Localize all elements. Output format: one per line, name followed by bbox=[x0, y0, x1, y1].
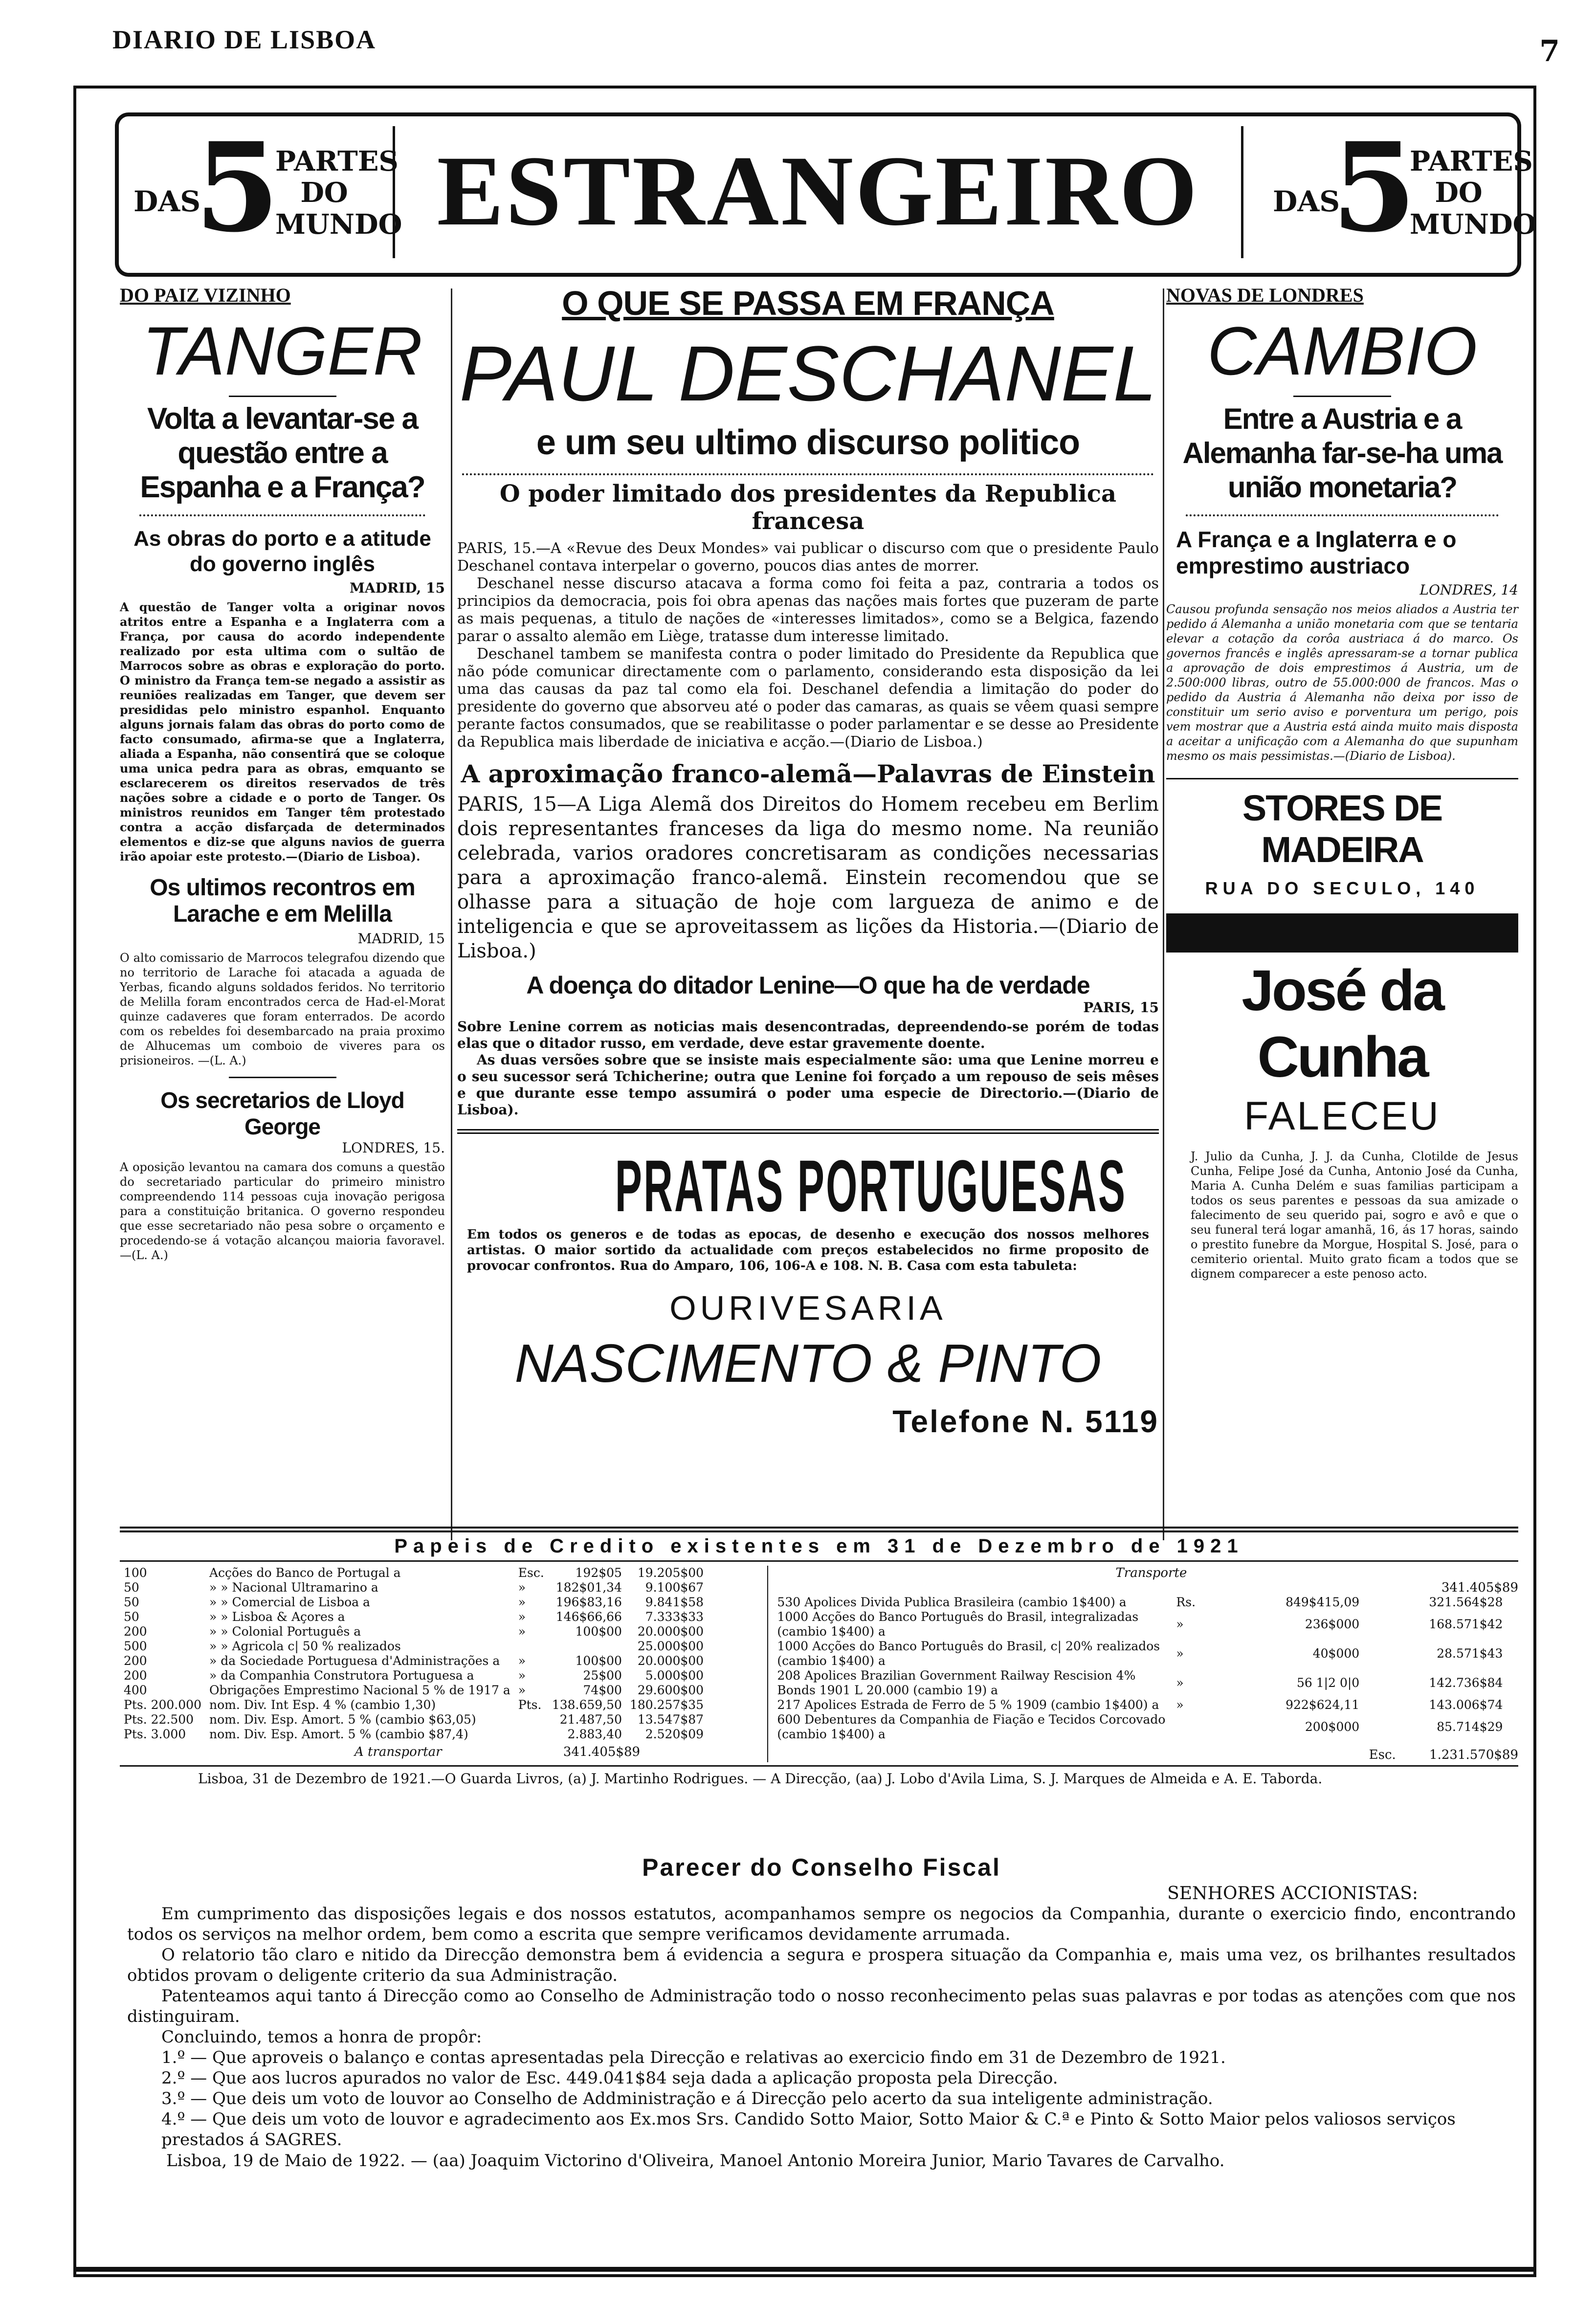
banner-das: DAS bbox=[1273, 185, 1340, 218]
finance-cell-total: 20.000$00 bbox=[637, 1654, 704, 1668]
finance-cell-price: 236$000 bbox=[1305, 1617, 1360, 1631]
finance-row bbox=[773, 1712, 1507, 1742]
finance-cell-cur bbox=[514, 1727, 548, 1742]
parecer-item: 4.º — Que deis um voto de louvor e agradecimento aos Ex.mos Srs. Candido Sotto Maior, Sotto Maior & C.ª e Pinto & Sotto Maior pelos valiosos serviços prestados á SAGRES. bbox=[161, 2109, 1456, 2150]
finance-left bbox=[120, 1566, 767, 1762]
finance-left-total-label: A transportar bbox=[355, 1745, 442, 1759]
finance-cell-total: 20.000$00 bbox=[637, 1624, 704, 1639]
finance-cell-qty: 400 bbox=[124, 1683, 147, 1697]
finance-cell-cur: » bbox=[1176, 1698, 1184, 1712]
ad-phone: Telefone N. 5119 bbox=[892, 1404, 1159, 1439]
finance-row bbox=[120, 1683, 708, 1698]
parecer-item: 2.º — Que aos lucros apurados no valor de Esc. 449.041$84 seja dada a aplicação proposta pela Direcção. bbox=[161, 2068, 1058, 2088]
banner-das: DAS bbox=[133, 185, 201, 218]
finance-right-transport: 341.405$89 bbox=[1441, 1580, 1518, 1595]
divider bbox=[457, 1129, 1159, 1134]
parecer-item: 1.º — Que aproveis o balanço e contas apresentadas pela Direcção e relativas ao exercicio findo em 31 de Dezembro de 1921. bbox=[161, 2048, 1226, 2067]
finance-cell-desc: » » Colonial Português a bbox=[209, 1624, 361, 1639]
article-body: A oposição levantou na camara dos comuns a questão do secretariado particular do primeiro ministro compreendendo 114 pessoas cuja inovação perigosa para a constituição britanica. O governo respondeu que esse secretariado não pesa sobre o orçamento e procedendo-se á votação alcançou maioria favoravel.—(L. A.) bbox=[120, 1160, 445, 1262]
store-address: RUA DO SECULO, 140 bbox=[1205, 878, 1480, 898]
finance-cell-total: 168.571$42 bbox=[1429, 1617, 1503, 1631]
finance-cell-desc: 600 Debentures da Companhia de Fiação e Tecidos Corcovado (cambio 1$400) a bbox=[777, 1712, 1166, 1741]
parecer-paragraph: O relatorio tão claro e nitido da Direcção demonstra bem á evidencia a segura e prospera situação da Companhia e, mais uma vez, os brilhantes resultados obtidos provam o deligente criterio da sua Administração. bbox=[127, 1945, 1516, 1985]
banner-corner-left bbox=[119, 115, 402, 259]
finance-statement bbox=[120, 1535, 1518, 1787]
ad-body: Em todos os generos e de todas as epocas, de desenho e execução dos nossos melhores artistas. O maior sortido da actualidade com preços estabelecidos no firme proposito de provocar confrontos. Rua do Amparo, 106, 106-A e 108. N. B. Casa com esta tabuleta: bbox=[467, 1227, 1149, 1273]
finance-right-total-cur: Esc. bbox=[1369, 1748, 1396, 1762]
finance-cell-desc: » » Agricola c| 50 % realizados bbox=[209, 1639, 401, 1653]
finance-cell-price bbox=[548, 1639, 626, 1654]
finance-cell-cur: » bbox=[518, 1580, 526, 1595]
finance-title: Papeis de Credito existentes em 31 de Dezembro de 1921 bbox=[394, 1535, 1244, 1557]
article-body: Sobre Lenine correm as noticias mais desencontradas, depreendendo-se porém de todas elas que o ditador russo, em verdade, deve estar gravemente doente. bbox=[457, 1019, 1159, 1051]
finance-cell-cur: Esc. bbox=[518, 1566, 544, 1580]
finance-cell-cur: Rs. bbox=[1176, 1595, 1196, 1609]
divider bbox=[1293, 396, 1391, 397]
finance-cell-qty: 100 bbox=[124, 1566, 147, 1580]
banner-number: 5 bbox=[195, 115, 280, 259]
dateline: PARIS, 15 bbox=[1083, 999, 1159, 1016]
finance-cell-total: 9.841$58 bbox=[645, 1595, 704, 1609]
finance-cell-desc: » » Nacional Ultramarino a bbox=[209, 1580, 378, 1595]
finance-cell-total: 25.000$00 bbox=[637, 1639, 704, 1653]
finance-right-total: 1.231.570$89 bbox=[1429, 1748, 1518, 1762]
column-kicker: NOVAS DE LONDRES bbox=[1166, 284, 1364, 306]
section-title: As obras do porto e a atitude do governo inglês bbox=[133, 527, 431, 576]
article-subhead: e um seu ultimo discurso politico bbox=[536, 423, 1080, 462]
column-londres bbox=[1166, 284, 1518, 1281]
finance-cell-qty: 200 bbox=[124, 1624, 147, 1639]
finance-left-table bbox=[120, 1566, 708, 1742]
finance-row bbox=[120, 1566, 708, 1580]
finance-row bbox=[120, 1580, 708, 1595]
article-headline: TANGER bbox=[142, 312, 422, 389]
finance-cell-qty: 50 bbox=[124, 1580, 139, 1595]
finance-cell-cur: » bbox=[518, 1610, 526, 1624]
ad-shop: OURIVESARIA bbox=[669, 1289, 947, 1327]
parecer-item: 3.º — Que deis um voto de louvor ao Conselho de Addministração e á Direcção pelo acerto da sua inteligente administração. bbox=[161, 2089, 1213, 2108]
finance-cell-desc: nom. Div. Int Esp. 4 % (cambio 1,30) bbox=[209, 1698, 436, 1712]
finance-row bbox=[120, 1698, 708, 1712]
article-body: PARIS, 15—A Liga Alemã dos Direitos do Homem recebeu em Berlim dois representantes franceses da liga do mesmo nome. Na reunião celebrada, varios oradores concretisaram as condições necessarias para a aproximação franco-alemã. Einstein recomendou que se olhasse para a situação de hoje com largueza de animo e de inteligencia e que se aproveitassem as lições da Historia.—(Diario de Lisboa.) bbox=[457, 793, 1159, 962]
finance-cell-desc: 208 Apolices Brazilian Government Railway Rescision 4% Bonds 1901 L 20.000 (cambio 19) a bbox=[777, 1668, 1136, 1697]
finance-cell-qty: 500 bbox=[124, 1639, 147, 1653]
parecer-items bbox=[127, 2047, 1516, 2150]
finance-cell-price: 192$05 bbox=[575, 1566, 622, 1580]
divider bbox=[139, 514, 425, 516]
finance-row bbox=[120, 1727, 708, 1742]
finance-row bbox=[120, 1654, 708, 1668]
article-body: Causou profunda sensação nos meios aliados a Austria ter pedido á Alemanha a união monetaria com que se tentaria elevar a cotação da corôa austriaca á do marco. Os governos francês e inglês apressaram-se a tornar publica a aprovação de dois emprestimos á Austria, um de 2.500:000 libras, outro de 55.000:000 de francos. Mas o pedido da Austria á Alemanha não deixa por isso de constituir um serio aviso e porventura um perigo, pois vem mostrar que a Austria está ainda muito mais disposta a aceitar a unificação com a Alemanha do que supunham mesmo os mais pessimistas.—(Diario de Lisboa). bbox=[1166, 602, 1518, 763]
finance-row bbox=[773, 1698, 1507, 1712]
parecer-closing: Lisboa, 19 de Maio de 1922. — (aa) Joaquim Victorino d'Oliveira, Manoel Antonio Moreira Junior, Mario Tavares de Carvalho. bbox=[166, 2151, 1225, 2171]
finance-cell-cur: Pts. bbox=[518, 1698, 542, 1712]
parecer-paragraph: Patenteamos aqui tanto á Direcção como ao Conselho de Administração todo o nosso reconhecimento pelas suas palavras e por todas as atenções com que nos distinguiram. bbox=[127, 1986, 1516, 2026]
finance-right-table bbox=[773, 1595, 1507, 1742]
divider bbox=[1166, 778, 1518, 779]
article-subhead: Volta a levantar-se a questão entre a Espanha e a França? bbox=[140, 402, 425, 504]
finance-cell-cur: » bbox=[518, 1683, 526, 1697]
column-rule bbox=[451, 288, 452, 1540]
finance-cell-price: 21.487,50 bbox=[559, 1712, 622, 1727]
finance-cell-desc: 1000 Acções do Banco Português do Brasil, c| 20% realizados (cambio 1$400) a bbox=[777, 1639, 1160, 1668]
finance-cell-cur: » bbox=[518, 1654, 526, 1668]
section-title: A aproximação franco-alemã—Palavras de Einstein bbox=[461, 759, 1155, 788]
finance-cell-desc: » » Lisboa & Açores a bbox=[209, 1610, 345, 1624]
article-headline: PAUL DESCHANEL bbox=[459, 330, 1157, 417]
finance-cell-desc: Acções do Banco de Portugal a bbox=[209, 1566, 401, 1580]
finance-cell-total: 7.333$33 bbox=[645, 1610, 704, 1624]
article-headline: CAMBIO bbox=[1207, 312, 1478, 389]
store-title: STORES DE MADEIRA bbox=[1242, 788, 1442, 870]
column-franca bbox=[457, 284, 1159, 1440]
obituary-name: José da Cunha bbox=[1241, 958, 1443, 1089]
article-body: As duas versões sobre que se insiste mais especialmente são: uma que Lenine morreu e o seu sucessor será Tchicherine; outra que Lenine foi forçado a um repouso de seis mêses e que durante esse tempo assumirá o poder uma especie de Directorio.—(Diario de Lisboa). bbox=[457, 1052, 1159, 1118]
finance-cell-price: 196$83,16 bbox=[555, 1595, 622, 1609]
finance-cell-price: 40$000 bbox=[1312, 1646, 1360, 1661]
banner-partes: PARTES DO MUNDO bbox=[275, 145, 402, 241]
finance-cell-total: 142.736$84 bbox=[1429, 1676, 1503, 1690]
parecer-salutation: SENHORES ACCIONISTAS: bbox=[1167, 1884, 1418, 1904]
finance-cell-total: 19.205$00 bbox=[637, 1566, 704, 1580]
finance-row bbox=[773, 1610, 1507, 1639]
parecer-title: Parecer do Conselho Fiscal bbox=[642, 1854, 1001, 1881]
finance-cell-total: 321.564$28 bbox=[1429, 1595, 1503, 1609]
finance-cell-total: 28.571$43 bbox=[1437, 1646, 1503, 1661]
finance-cell-desc: » » Comercial de Lisboa a bbox=[209, 1595, 370, 1609]
finance-cell-desc: nom. Div. Esp. Amort. 5 % (cambio $87,4) bbox=[209, 1727, 468, 1741]
finance-cell-total: 29.600$00 bbox=[637, 1683, 704, 1697]
masthead-brand: DIARIO DE LISBOA bbox=[112, 25, 377, 54]
divider bbox=[1186, 514, 1499, 516]
section-title: A França e a Inglaterra e o emprestimo austriaco bbox=[1176, 527, 1457, 578]
finance-cell-price: 849$415,09 bbox=[1286, 1595, 1360, 1609]
finance-cell-qty: 50 bbox=[124, 1610, 139, 1624]
finance-left-total: 341.405$89 bbox=[563, 1745, 641, 1759]
black-band bbox=[1166, 913, 1518, 953]
finance-cell-cur bbox=[514, 1639, 548, 1654]
finance-cell-price: 25$00 bbox=[583, 1668, 622, 1683]
finance-row bbox=[773, 1595, 1507, 1610]
section-title: O poder limitado dos presidentes da Republica francesa bbox=[499, 480, 1117, 535]
finance-cell-price: 2.883,40 bbox=[567, 1727, 622, 1741]
finance-cell-qty: Pts. 22.500 bbox=[124, 1712, 194, 1727]
finance-cell-qty: 200 bbox=[124, 1654, 147, 1668]
finance-cell-desc: nom. Div. Esp. Amort. 5 % (cambio $63,05) bbox=[209, 1712, 476, 1727]
dateline: MADRID, 15 bbox=[349, 580, 445, 596]
finance-cell-cur bbox=[514, 1712, 548, 1727]
divider bbox=[120, 1527, 1518, 1532]
finance-cell-cur bbox=[1172, 1712, 1220, 1742]
bottom-rule bbox=[73, 2267, 1535, 2272]
finance-cell-price: 922$624,11 bbox=[1286, 1698, 1360, 1712]
finance-right bbox=[767, 1566, 1518, 1762]
finance-cell-desc: » da Companhia Construtora Portuguesa a bbox=[209, 1668, 474, 1683]
finance-row bbox=[120, 1610, 708, 1624]
section-title: Os secretarios de Lloyd George bbox=[160, 1087, 404, 1139]
finance-cell-total: 143.006$74 bbox=[1429, 1698, 1503, 1712]
finance-cell-total: 85.714$29 bbox=[1437, 1720, 1503, 1734]
finance-cell-cur: » bbox=[1176, 1676, 1184, 1690]
page-number: 7 bbox=[1539, 34, 1560, 68]
column-rule bbox=[1163, 288, 1164, 1540]
finance-cell-desc: 530 Apolices Divida Publica Brasileira (cambio 1$400) a bbox=[777, 1595, 1127, 1609]
ad-name: NASCIMENTO & PINTO bbox=[514, 1333, 1102, 1394]
column-paiz-vizinho bbox=[120, 284, 445, 1263]
divider bbox=[120, 1765, 1518, 1767]
finance-cell-price: 74$00 bbox=[583, 1683, 622, 1697]
finance-cell-total: 9.100$67 bbox=[645, 1580, 704, 1595]
finance-cell-price: 56 1|2 0|0 bbox=[1297, 1676, 1360, 1690]
finance-cell-total: 13.547$87 bbox=[637, 1712, 704, 1727]
section-title: A doença do ditador Lenine—O que ha de verdade bbox=[526, 972, 1090, 999]
article-body: PARIS, 15.—A «Revue des Deux Mondes» vai publicar o discurso com que o presidente Paulo Deschanel contava interpelar o governo, poucos dias antes de morrer. bbox=[457, 540, 1159, 575]
finance-cell-price: 138.659,50 bbox=[552, 1698, 622, 1712]
article-body: Deschanel tambem se manifesta contra o poder limitado do Presidente da Republica que não póde comunicar directamente com o parlamento, considerando esta disposição da lei uma das causas da paz tal como ela foi. Deschanel defendia a limitação do poder do presidente do governo que absorveu até o poder das camaras, as quais se vêem quasi sempre perante factos consumados, que se reabilitasse o poder parlamentar e se desse ao Presidente da Republica mais liberdade de iniciativa e acção.—(Diario de Lisboa.) bbox=[457, 645, 1159, 751]
finance-row bbox=[773, 1639, 1507, 1668]
banner-number: 5 bbox=[1331, 115, 1417, 259]
column-kicker: DO PAIZ VIZINHO bbox=[120, 284, 291, 306]
article-body: A questão de Tanger volta a originar novos atritos entre a Espanha e a Inglaterra com a França, por causa do acordo independente realizado por esta ultima com o sultão de Marrocos sobre as obras e exploração do porto. O ministro da França tem-se negado a assistir as reuniões realizadas em Tanger, que devem ser presididas pelo ministro espanhol. Enquanto alguns jornais falam das obras do porto como de facto consumado, afirma-se que a Inglaterra, aliada a Espanha, não consentirá que se coloque uma unica pedra para as obras, emquanto se esclarecerem os direitos reservados de três nações sobre a cidade e o porto de Tanger. Os ministros reunidos em Tanger têm protestado contra a acção disfarçada de determinados elementos e diz-se que alguns navios de guerra irão apoiar este protesto.—(Diario de Lisboa). bbox=[120, 600, 445, 864]
finance-row bbox=[120, 1668, 708, 1683]
finance-cell-desc: » da Sociedade Portuguesa d'Administrações a bbox=[209, 1654, 500, 1668]
parecer bbox=[127, 1853, 1516, 2172]
finance-cell-cur: » bbox=[518, 1624, 526, 1639]
finance-cell-qty: 200 bbox=[124, 1668, 147, 1683]
finance-cell-price: 146$66,66 bbox=[555, 1610, 622, 1624]
finance-right-header: Transporte bbox=[1115, 1566, 1187, 1580]
divider bbox=[462, 473, 1154, 475]
finance-row bbox=[773, 1668, 1507, 1698]
finance-cell-total: 5.000$00 bbox=[645, 1668, 704, 1683]
finance-row bbox=[120, 1624, 708, 1639]
finance-cell-qty: Pts. 3.000 bbox=[124, 1727, 186, 1741]
page-header bbox=[39, 15, 1560, 68]
finance-cell-price: 100$00 bbox=[575, 1654, 622, 1668]
parecer-paragraphs bbox=[127, 1904, 1516, 2047]
obituary-title: FALECEU bbox=[1244, 1094, 1441, 1138]
finance-cell-desc: Obrigações Emprestimo Nacional 5 % de 1917 a bbox=[209, 1683, 510, 1697]
finance-cell-price: 182$01,34 bbox=[555, 1580, 622, 1595]
dateline: LONDRES, 15. bbox=[342, 1140, 445, 1156]
divider bbox=[229, 1077, 336, 1078]
finance-signature: Lisboa, 31 de Dezembro de 1921.—O Guarda Livros, (a) J. Martinho Rodrigues. — A Direcção, (aa) J. Lobo d'Avila Lima, S. J. Marques de Almeida e A. E. Taborda. bbox=[198, 1771, 1323, 1787]
finance-cell-cur: » bbox=[1176, 1617, 1184, 1631]
divider bbox=[120, 1560, 1518, 1562]
banner-corner-right bbox=[1241, 115, 1537, 259]
section-banner bbox=[115, 112, 1537, 277]
finance-cell-qty: Pts. 200.000 bbox=[124, 1698, 201, 1712]
finance-cell-qty: 50 bbox=[124, 1595, 139, 1609]
dateline: LONDRES, 14 bbox=[1419, 582, 1518, 598]
parecer-paragraph: Concluindo, temos a honra de propôr: bbox=[161, 2027, 482, 2047]
article-subhead: Entre a Austria e a Alemanha far-se-ha uma união monetaria? bbox=[1182, 402, 1502, 504]
finance-cell-desc: 217 Apolices Estrada de Ferro de 5 % 1909 (cambio 1$400) a bbox=[777, 1698, 1159, 1712]
finance-cell-desc: 1000 Acções do Banco Português do Brasil, integralizadas (cambio 1$400) a bbox=[777, 1610, 1139, 1639]
finance-cell-cur: » bbox=[1176, 1646, 1184, 1661]
section-title: ESTRANGEIRO bbox=[437, 135, 1199, 246]
finance-row bbox=[120, 1639, 708, 1654]
article-body: Deschanel nesse discurso atacava a forma como foi feita a paz, contraria a todos os principios da democracia, pois foi obra apenas das nações mais fortes que puzeram de parte as mais pequenas, a titulo de nações de «interesses limitados», como se a Belgica, fazendo parar o assalto alemão em Liège, tratasse dum interesse limitado. bbox=[457, 575, 1159, 645]
finance-cell-total: 180.257$35 bbox=[629, 1698, 704, 1712]
ad-title: PRATAS PORTUGUESAS bbox=[615, 1145, 1127, 1227]
finance-cell-cur: » bbox=[518, 1668, 526, 1683]
finance-cell-total: 2.520$09 bbox=[645, 1727, 704, 1741]
divider bbox=[229, 396, 336, 397]
finance-cell-cur: » bbox=[518, 1595, 526, 1609]
finance-cell-price: 100$00 bbox=[575, 1624, 622, 1639]
obituary-body: J. Julio da Cunha, J. J. da Cunha, Clotilde de Jesus Cunha, Felipe José da Cunha, Antonio José da Cunha, Maria A. Cunha Delém e suas familias participam a todos os seus parentes e pessoas da sua amizade o falecimento de seu querido pai, sogro e avô e que o seu funeral terá logar amanhã, 16, ás 17 horas, saindo o prestito funebre da Morgue, Hospital S. José, para o cemiterio oriental. Muito grato ficam a todos que se dignem comparecer a este penoso acto. bbox=[1191, 1150, 1518, 1281]
section-title: Os ultimos recontros em Larache e em Melilla bbox=[150, 875, 415, 927]
article-body: O alto comissario de Marrocos telegrafou dizendo que no territorio de Larache foi atacada a aguada de Yerbas, ficando alguns soldados feridos. No territorio de Melilla foram encontrados cerca de Had-el-Morat quinze cadaveres que foram enterrados. De acordo com os rebeldes foi desembarcado na praia proximo de Alhucemas um comboio de viveres para os prisioneiros. —(L. A.) bbox=[120, 951, 445, 1067]
dateline: MADRID, 15 bbox=[357, 931, 445, 947]
finance-row bbox=[120, 1595, 708, 1610]
column-kicker: O QUE SE PASSA EM FRANÇA bbox=[562, 284, 1054, 322]
banner-partes: PARTES DO MUNDO bbox=[1410, 145, 1537, 241]
finance-cell-price: 200$000 bbox=[1305, 1720, 1360, 1734]
parecer-paragraph: Em cumprimento das disposições legais e dos nossos estatutos, acompanhamos sempre os negocios da Companhia, durante o exercicio findo, encontrando todos os serviços na melhor ordem, bem como a escrita que sempre verificamos devidamente arrumada. bbox=[127, 1904, 1516, 1944]
finance-row bbox=[120, 1712, 708, 1727]
ad-pratas bbox=[457, 1144, 1159, 1227]
